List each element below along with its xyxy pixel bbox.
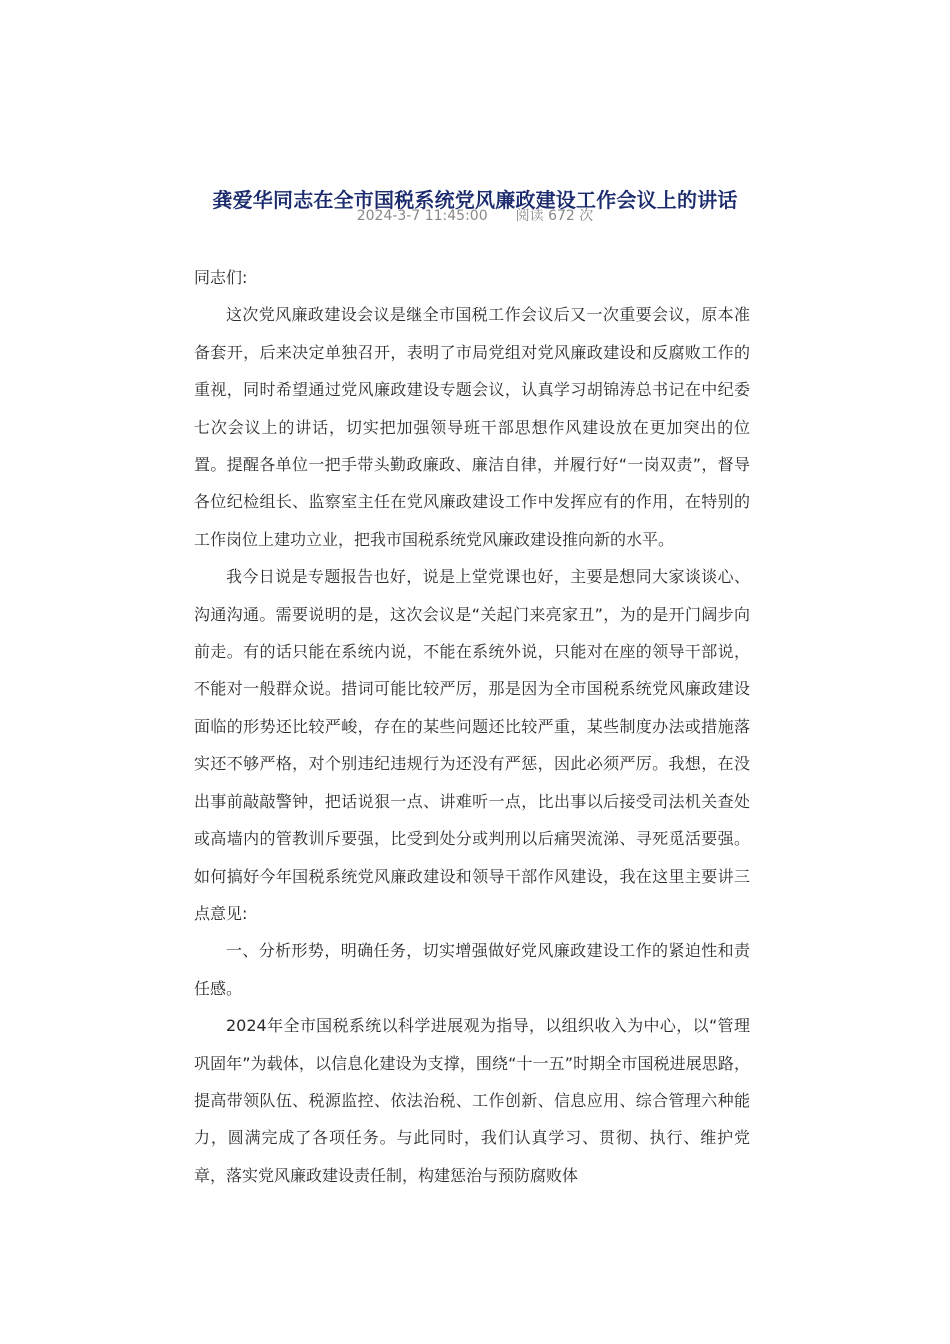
views-count: 672 [548, 208, 575, 224]
article-title: 龚爱华同志在全市国税系统党风廉政建设工作会议上的讲话 [212, 188, 738, 213]
publish-date: 2024-3-7 11:45:00 [356, 208, 488, 224]
paragraph: 我今日说是专题报告也好，说是上堂党课也好，主要是想同大家谈谈心、沟通沟通。需要说明的是，这次会议是“关起门来亮家丑”，为的是开门阔步向前走。有的话只能在系统内说，不能在系统外说，只能对在座的领导干部说，不能对一般群众说。措词可能比较严厉，那是因为全市国税系统党风廉政建设面临的形势还比较严峻，存在的某些问题还比较严重，某些制度办法或措施落实还不够严格，对个别违纪违规行为还没有严惩，因此必须严厉。我想，在没出事前敲敲警钟，把话说狠一点、讲难听一点，比出事以后接受司法机关查处或高墙内的管教训斥要强，比受到处分或判刑以后痛哭流涕、寻死觅活要强。如何搞好今年国税系统党风廉政建设和领导干部作风建设，我在这里主要讲三点意见: [194, 567, 750, 923]
paragraph: 这次党风廉政建设会议是继全市国税工作会议后又一次重要会议，原本准备套开，后来决定单独召开，表明了市局党组对党风廉政建设和反腐败工作的重视，同时希望通过党风廉政建设专题会议，认真学习胡锦涛总书记在中纪委七次会议上的讲话，切实把加强领导班干部思想作风建设放在更加突出的位置。提醒各单位一把手带头勤政廉政、廉洁自律，并履行好“一岗双责”，督导各位纪检组长、监察室主任在党风廉政建设工作中发挥应有的作用，在特别的工作岗位上建功立业，把我市国税系统党风廉政建设推向新的水平。 [194, 305, 750, 549]
paragraph: 2024年全市国税系统以科学进展观为指导，以组织收入为中心，以“管理巩固年”为载体，以信息化建设为支撑，围绕“十一五”时期全市国税进展思路，提高带领队伍、税源监控、依法治税、工作创新、信息应用、综合管理六种能力，圆满完成了各项任务。与此同时，我们认真学习、贯彻、执行、维护党章，落实党风廉政建设责任制，构建惩治与预防腐败体 [194, 1016, 750, 1185]
views-unit: 次 [579, 208, 594, 224]
article-body [194, 259, 750, 1194]
article-meta [0, 206, 950, 226]
views-label: 阅读 [515, 208, 544, 224]
section-heading: 一、分析形势，明确任务，切实增强做好党风廉政建设工作的紧迫性和责任感。 [194, 941, 750, 998]
salutation: 同志们: [194, 268, 248, 287]
